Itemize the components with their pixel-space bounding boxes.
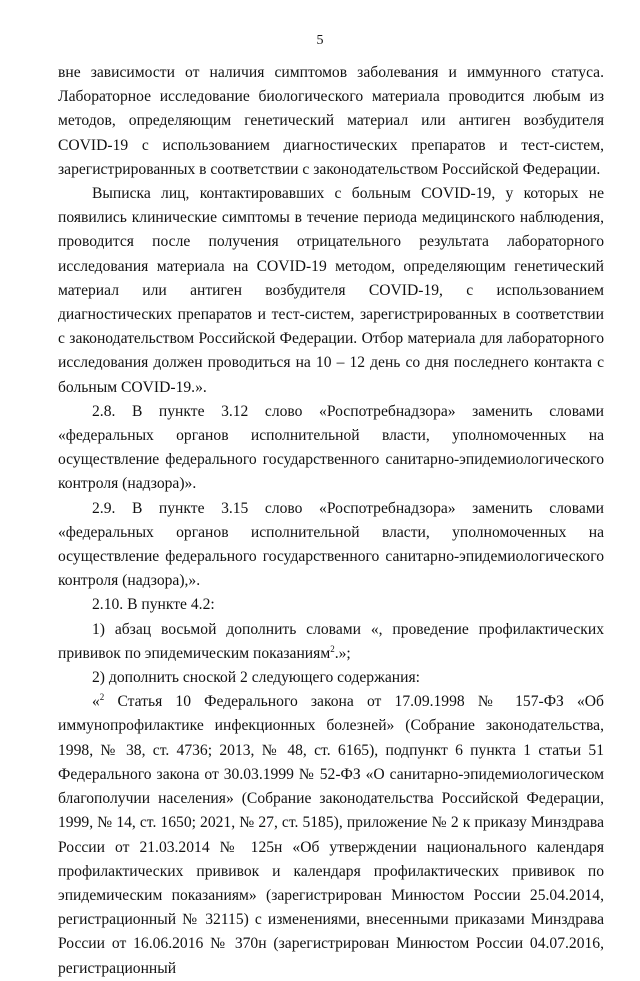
paragraph-footnote-content bbox=[58, 690, 604, 980]
document-body bbox=[58, 61, 604, 981]
subitem-1-text: 1) абзац восьмой дополнить словами «, проведение профилактических прививок по эпидемическим показаниям bbox=[58, 620, 604, 662]
page-number: 5 bbox=[316, 33, 324, 48]
paragraph-item-2-8: 2.8. В пункте 3.12 слово «Роспотребнадзора» заменить словами «федеральных органов исполнительной власти, уполномоченных на осуществление федерального государственного санитарно-эпидемиологического контроля (надзора)». bbox=[58, 402, 604, 493]
subitem-1-text-end: .»; bbox=[334, 644, 351, 662]
paragraph-discharge-of-contacts: Выписка лиц, контактировавших с больным COVID-19, у которых не появились клинические симптомы в течение периода медицинского наблюдения, проводится после получения отрицательного результата лабораторного исследования материала на COVID-19 методом, определяющим генетический материал или антиген возбудителя COVID-19, с использованием диагностических препаратов и тест-систем, зарегистрированных в соответствии с законодательством Российской Федерации. Отбор материала для лабораторного исследования должен проводиться на 10 – 12 день со дня последнего контакта с больным COVID-19.». bbox=[58, 185, 604, 396]
footnote-body-text: Статья 10 Федерального закона от 17.09.1998 № 157-ФЗ «Об иммунопрофилактике инфекционных болезней» (Собрание законодательства, 1998, № 38, ст. 4736; 2013, № 48, ст. 6165), подпункт 6 пункта 1 статьи 51 Федерального закона от 30.03.1999 № 52-ФЗ «О санитарно-эпидемиологическом благополучии населения» (Собрание законодательства Российской Федерации, 1999, № 14, ст. 1650; 2021, № 27, ст. 5185), приложение № 2 к приказу Минздрава России от 21.03.2014 № 125н «Об утверждении национального календаря профилактических прививок и календаря профилактических прививок по эпидемическим показаниям» (зарегистрирован Минюстом России 25.04.2014, регистрационный № 32115) с изменениями, внесенными приказами Минздрава России от 16.06.2016 № 370н (зарегистрирован Минюстом России 04.07.2016, регистрационный bbox=[58, 693, 604, 977]
footnote-mark: 2 bbox=[330, 643, 335, 654]
footnote-open-quote: « bbox=[92, 693, 100, 711]
footnote-mark: 2 bbox=[99, 692, 105, 703]
paragraph-continuation: вне зависимости от наличия симптомов заболевания и иммунного статуса. Лабораторное исследование биологического материала проводится любым из методов, определяющим генетический материал или антиген возбудителя COVID-19 с использованием диагностических препаратов и тест-систем, зарегистрированных в соответствии с законодательством Российской Федерации. bbox=[58, 64, 604, 178]
paragraph-item-2-9: 2.9. В пункте 3.15 слово «Роспотребнадзора» заменить словами «федеральных органов исполнительной власти, уполномоченных на осуществление федерального государственного санитарно-эпидемиологического контроля (надзора),». bbox=[58, 499, 604, 590]
paragraph-item-2-10: 2.10. В пункте 4.2: bbox=[92, 596, 215, 614]
paragraph-subitem-2: 2) дополнить сноской 2 следующего содержания: bbox=[92, 669, 420, 687]
paragraph-subitem-1 bbox=[58, 618, 604, 666]
